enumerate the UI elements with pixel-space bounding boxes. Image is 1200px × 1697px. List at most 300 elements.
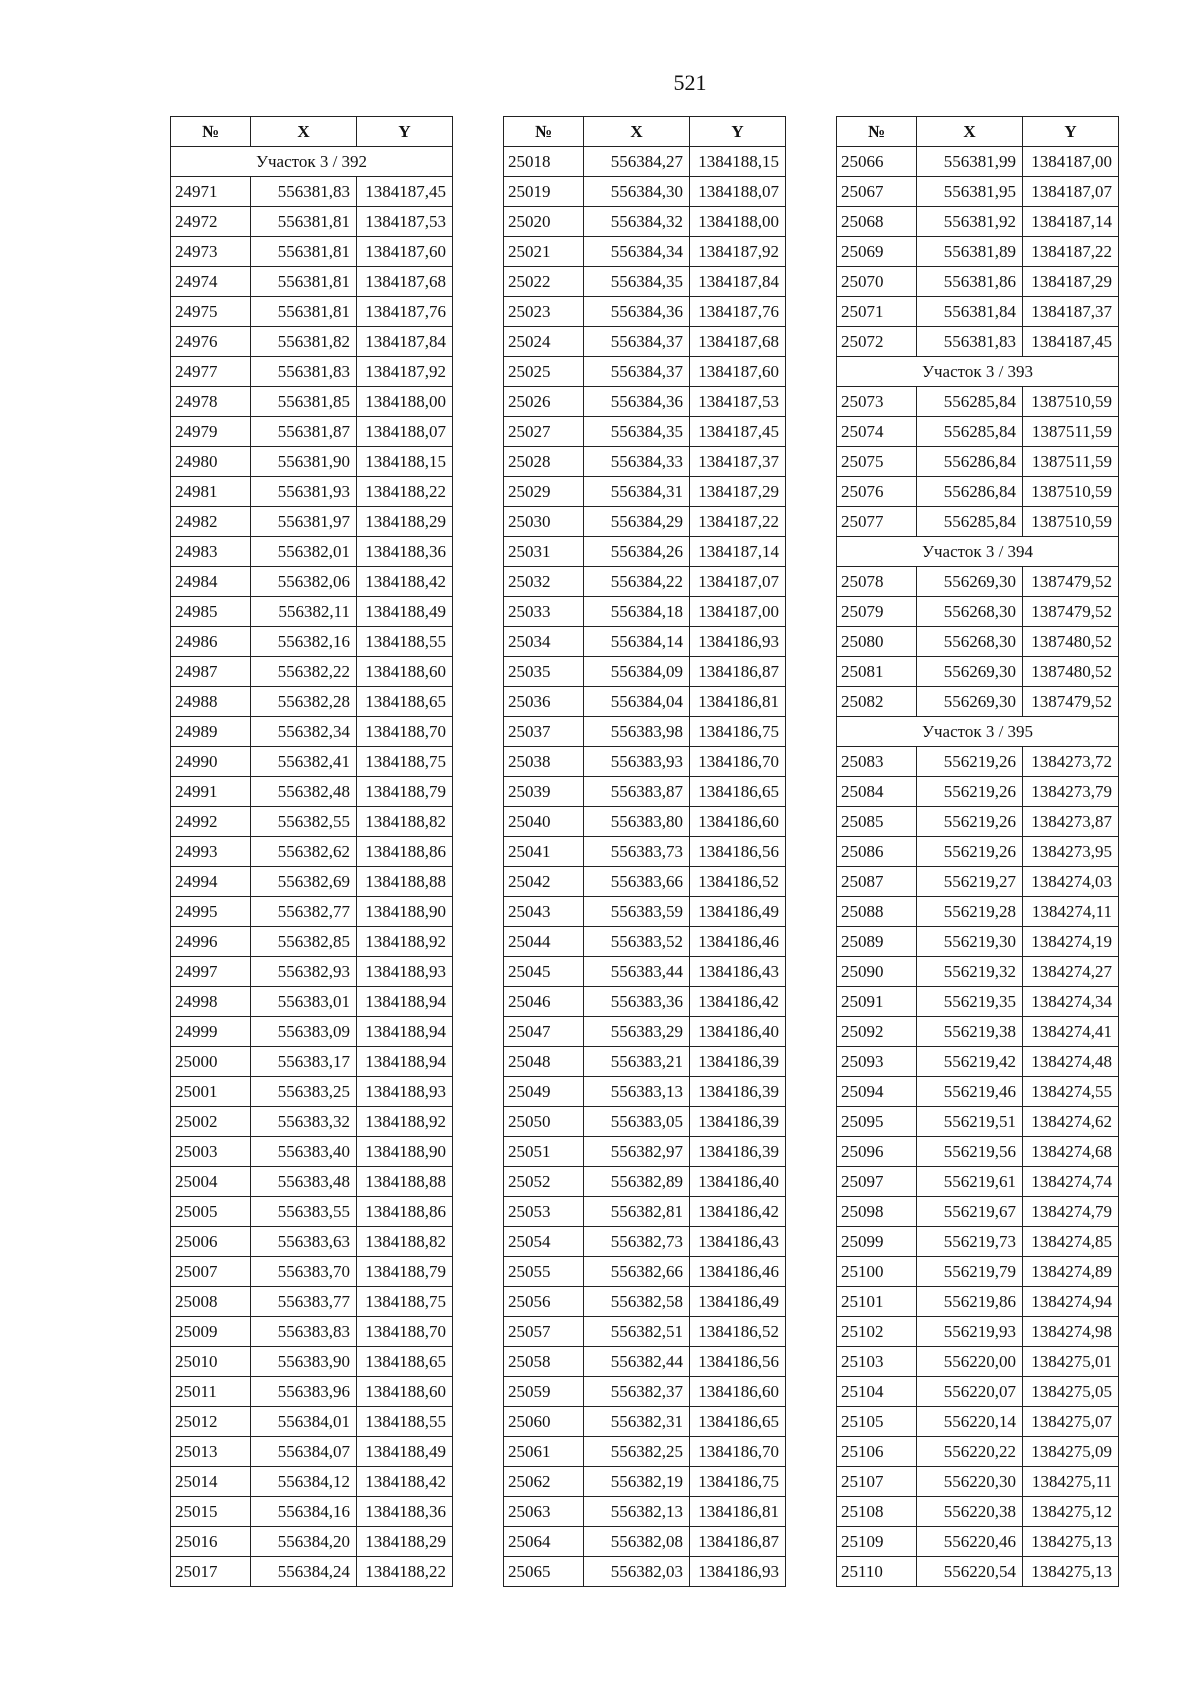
- y-coordinate-cell: 1384188,60: [357, 1377, 453, 1407]
- table-row: [504, 1407, 786, 1437]
- y-coordinate-cell: 1384187,00: [690, 597, 786, 627]
- point-number-cell: 24972: [171, 207, 251, 237]
- table-row: [171, 747, 453, 777]
- point-number-cell: 25088: [837, 897, 917, 927]
- table-row: [504, 1527, 786, 1557]
- point-number-cell: 25077: [837, 507, 917, 537]
- point-number-cell: 25012: [171, 1407, 251, 1437]
- y-coordinate-cell: 1384188,88: [357, 1167, 453, 1197]
- x-coordinate-cell: 556382,58: [584, 1287, 690, 1317]
- point-number-cell: 24980: [171, 447, 251, 477]
- point-number-cell: 25042: [504, 867, 584, 897]
- y-coordinate-cell: 1384186,39: [690, 1137, 786, 1167]
- x-coordinate-cell: 556384,34: [584, 237, 690, 267]
- table-row: [171, 1377, 453, 1407]
- x-coordinate-cell: 556382,06: [251, 567, 357, 597]
- y-coordinate-cell: 1384186,75: [690, 1467, 786, 1497]
- y-coordinate-cell: 1384188,22: [357, 477, 453, 507]
- y-coordinate-cell: 1384187,45: [690, 417, 786, 447]
- y-coordinate-cell: 1384187,84: [690, 267, 786, 297]
- table-row: [171, 1287, 453, 1317]
- table-row: [171, 717, 453, 747]
- point-number-cell: 25106: [837, 1437, 917, 1467]
- point-number-cell: 25056: [504, 1287, 584, 1317]
- table-row: [504, 1077, 786, 1107]
- table-row: [837, 417, 1119, 447]
- point-number-cell: 25080: [837, 627, 917, 657]
- y-coordinate-cell: 1384188,90: [357, 1137, 453, 1167]
- x-coordinate-cell: 556384,32: [584, 207, 690, 237]
- y-coordinate-cell: 1384187,60: [357, 237, 453, 267]
- point-number-cell: 25107: [837, 1467, 917, 1497]
- table-row: [171, 237, 453, 267]
- x-coordinate-cell: 556381,85: [251, 387, 357, 417]
- y-coordinate-cell: 1384186,43: [690, 957, 786, 987]
- y-coordinate-cell: 1384188,70: [357, 1317, 453, 1347]
- y-coordinate-cell: 1384188,94: [357, 987, 453, 1017]
- y-coordinate-cell: 1384187,68: [357, 267, 453, 297]
- table-row: [171, 837, 453, 867]
- x-coordinate-cell: 556383,13: [584, 1077, 690, 1107]
- y-coordinate-cell: 1384274,74: [1023, 1167, 1119, 1197]
- table-row: [171, 1497, 453, 1527]
- point-number-cell: 25099: [837, 1227, 917, 1257]
- table-row: [837, 807, 1119, 837]
- y-coordinate-cell: 1384188,93: [357, 957, 453, 987]
- point-number-cell: 25044: [504, 927, 584, 957]
- point-number-cell: 25066: [837, 147, 917, 177]
- table-row: [171, 1557, 453, 1587]
- point-number-cell: 25018: [504, 147, 584, 177]
- y-coordinate-cell: 1384188,00: [357, 387, 453, 417]
- table-row: [837, 747, 1119, 777]
- point-number-cell: 24990: [171, 747, 251, 777]
- table-row: [171, 357, 453, 387]
- table-row: [504, 147, 786, 177]
- table-row: [504, 1227, 786, 1257]
- table-row: [837, 177, 1119, 207]
- y-coordinate-cell: 1384188,94: [357, 1047, 453, 1077]
- x-coordinate-cell: 556382,85: [251, 927, 357, 957]
- table-row: [504, 957, 786, 987]
- table-row: [504, 1137, 786, 1167]
- y-coordinate-cell: 1384187,76: [690, 297, 786, 327]
- y-coordinate-cell: 1384275,09: [1023, 1437, 1119, 1467]
- x-coordinate-cell: 556382,48: [251, 777, 357, 807]
- point-number-cell: 25030: [504, 507, 584, 537]
- table-row: [504, 417, 786, 447]
- x-coordinate-cell: 556219,86: [917, 1287, 1023, 1317]
- table-row: [837, 1437, 1119, 1467]
- table-row: [504, 1317, 786, 1347]
- x-coordinate-cell: 556382,01: [251, 537, 357, 567]
- table-row: [837, 1407, 1119, 1437]
- point-number-cell: 25028: [504, 447, 584, 477]
- point-number-cell: 25075: [837, 447, 917, 477]
- y-coordinate-cell: 1384187,14: [1023, 207, 1119, 237]
- x-coordinate-cell: 556286,84: [917, 477, 1023, 507]
- point-number-cell: 24995: [171, 897, 251, 927]
- x-coordinate-cell: 556381,82: [251, 327, 357, 357]
- y-coordinate-cell: 1384188,75: [357, 747, 453, 777]
- table-row: [171, 1107, 453, 1137]
- point-number-cell: 25025: [504, 357, 584, 387]
- table-header-row: [171, 117, 453, 147]
- point-number-cell: 25017: [171, 1557, 251, 1587]
- x-coordinate-cell: 556383,93: [584, 747, 690, 777]
- x-coordinate-cell: 556384,37: [584, 327, 690, 357]
- y-coordinate-cell: 1384188,55: [357, 627, 453, 657]
- point-number-cell: 25076: [837, 477, 917, 507]
- point-number-cell: 25068: [837, 207, 917, 237]
- y-coordinate-cell: 1384188,92: [357, 927, 453, 957]
- x-coordinate-cell: 556384,18: [584, 597, 690, 627]
- table-row: [171, 807, 453, 837]
- x-coordinate-cell: 556381,83: [251, 177, 357, 207]
- point-number-cell: 25105: [837, 1407, 917, 1437]
- y-coordinate-cell: 1384188,86: [357, 837, 453, 867]
- table-row: [171, 417, 453, 447]
- y-coordinate-cell: 1384187,37: [1023, 297, 1119, 327]
- x-coordinate-cell: 556381,92: [917, 207, 1023, 237]
- point-number-cell: 25064: [504, 1527, 584, 1557]
- point-number-cell: 25048: [504, 1047, 584, 1077]
- table-row: [837, 447, 1119, 477]
- point-number-cell: 25101: [837, 1287, 917, 1317]
- x-coordinate-cell: 556384,35: [584, 267, 690, 297]
- point-number-cell: 25009: [171, 1317, 251, 1347]
- y-coordinate-cell: 1384275,13: [1023, 1527, 1119, 1557]
- table-row: [504, 327, 786, 357]
- table-row: [837, 1287, 1119, 1317]
- point-number-cell: 25092: [837, 1017, 917, 1047]
- table-row: [504, 1107, 786, 1137]
- y-coordinate-cell: 1384188,42: [357, 567, 453, 597]
- x-coordinate-cell: 556285,84: [917, 387, 1023, 417]
- y-coordinate-cell: 1384187,14: [690, 537, 786, 567]
- x-coordinate-cell: 556384,29: [584, 507, 690, 537]
- y-coordinate-cell: 1384188,70: [357, 717, 453, 747]
- table-row: [171, 1317, 453, 1347]
- point-number-cell: 25100: [837, 1257, 917, 1287]
- point-number-cell: 24996: [171, 927, 251, 957]
- table-row: [504, 1497, 786, 1527]
- point-number-cell: 25069: [837, 237, 917, 267]
- point-number-cell: 24988: [171, 687, 251, 717]
- point-number-cell: 24983: [171, 537, 251, 567]
- x-coordinate-cell: 556219,67: [917, 1197, 1023, 1227]
- table-row: [837, 1077, 1119, 1107]
- x-coordinate-cell: 556219,28: [917, 897, 1023, 927]
- y-coordinate-cell: 1384188,60: [357, 657, 453, 687]
- x-coordinate-cell: 556384,31: [584, 477, 690, 507]
- y-coordinate-cell: 1387510,59: [1023, 477, 1119, 507]
- y-coordinate-cell: 1384275,13: [1023, 1557, 1119, 1587]
- table-row: [504, 177, 786, 207]
- point-number-cell: 24971: [171, 177, 251, 207]
- point-number-cell: 25086: [837, 837, 917, 867]
- table-row: [171, 1467, 453, 1497]
- point-number-cell: 25015: [171, 1497, 251, 1527]
- y-coordinate-cell: 1384188,49: [357, 1437, 453, 1467]
- y-coordinate-cell: 1384186,40: [690, 1167, 786, 1197]
- x-coordinate-cell: 556219,73: [917, 1227, 1023, 1257]
- y-coordinate-cell: 1384187,84: [357, 327, 453, 357]
- table-row: [171, 1227, 453, 1257]
- point-number-cell: 25085: [837, 807, 917, 837]
- table-row: [171, 1077, 453, 1107]
- y-coordinate-cell: 1387480,52: [1023, 627, 1119, 657]
- point-number-cell: 24977: [171, 357, 251, 387]
- point-number-cell: 25070: [837, 267, 917, 297]
- table-row: [504, 477, 786, 507]
- point-number-cell: 25038: [504, 747, 584, 777]
- y-coordinate-cell: 1384186,81: [690, 687, 786, 717]
- table-row: [837, 1017, 1119, 1047]
- y-coordinate-cell: 1384187,29: [1023, 267, 1119, 297]
- point-number-cell: 25094: [837, 1077, 917, 1107]
- y-coordinate-cell: 1384187,60: [690, 357, 786, 387]
- x-coordinate-cell: 556382,28: [251, 687, 357, 717]
- point-number-cell: 25022: [504, 267, 584, 297]
- point-number-cell: 25054: [504, 1227, 584, 1257]
- point-number-cell: 25001: [171, 1077, 251, 1107]
- point-number-cell: 25065: [504, 1557, 584, 1587]
- point-number-cell: 25050: [504, 1107, 584, 1137]
- table-body: [837, 147, 1119, 1587]
- y-coordinate-cell: 1384274,03: [1023, 867, 1119, 897]
- table-row: [171, 1347, 453, 1377]
- y-coordinate-cell: 1387511,59: [1023, 417, 1119, 447]
- x-coordinate-cell: 556381,86: [917, 267, 1023, 297]
- point-number-cell: 25024: [504, 327, 584, 357]
- y-coordinate-cell: 1384188,79: [357, 777, 453, 807]
- point-number-cell: 24975: [171, 297, 251, 327]
- y-coordinate-cell: 1384186,52: [690, 867, 786, 897]
- section-row: [837, 717, 1119, 747]
- point-number-cell: 25110: [837, 1557, 917, 1587]
- x-coordinate-cell: 556383,32: [251, 1107, 357, 1137]
- table-row: [504, 1287, 786, 1317]
- y-coordinate-cell: 1384188,07: [357, 417, 453, 447]
- table-row: [504, 1017, 786, 1047]
- section-title: Участок 3 / 392: [171, 147, 453, 177]
- table-row: [837, 1557, 1119, 1587]
- point-number-cell: 25083: [837, 747, 917, 777]
- table-row: [504, 597, 786, 627]
- y-coordinate-cell: 1384186,52: [690, 1317, 786, 1347]
- point-number-cell: 24987: [171, 657, 251, 687]
- x-coordinate-cell: 556384,36: [584, 387, 690, 417]
- y-coordinate-cell: 1384186,42: [690, 987, 786, 1017]
- table-row: [837, 777, 1119, 807]
- y-coordinate-cell: 1384188,29: [357, 507, 453, 537]
- table-row: [171, 1257, 453, 1287]
- point-number-cell: 25058: [504, 1347, 584, 1377]
- x-coordinate-cell: 556383,40: [251, 1137, 357, 1167]
- x-coordinate-cell: 556381,97: [251, 507, 357, 537]
- table-row: [504, 1467, 786, 1497]
- table-row: [171, 507, 453, 537]
- table-row: [837, 927, 1119, 957]
- table-row: [171, 567, 453, 597]
- point-number-cell: 25096: [837, 1137, 917, 1167]
- point-number-cell: 24998: [171, 987, 251, 1017]
- x-coordinate-cell: 556384,16: [251, 1497, 357, 1527]
- y-coordinate-cell: 1387511,59: [1023, 447, 1119, 477]
- table-row: [171, 1527, 453, 1557]
- section-title: Участок 3 / 395: [837, 717, 1119, 747]
- table-row: [837, 237, 1119, 267]
- x-coordinate-cell: 556383,83: [251, 1317, 357, 1347]
- x-coordinate-cell: 556381,87: [251, 417, 357, 447]
- y-coordinate-cell: 1384275,05: [1023, 1377, 1119, 1407]
- table-row: [837, 1137, 1119, 1167]
- x-coordinate-cell: 556269,30: [917, 567, 1023, 597]
- point-number-cell: 25013: [171, 1437, 251, 1467]
- point-number-cell: 24997: [171, 957, 251, 987]
- table-row: [504, 717, 786, 747]
- point-number-cell: 25057: [504, 1317, 584, 1347]
- coordinates-table-2: [503, 116, 786, 1587]
- y-coordinate-cell: 1384188,82: [357, 807, 453, 837]
- point-number-cell: 25081: [837, 657, 917, 687]
- x-coordinate-cell: 556381,83: [917, 327, 1023, 357]
- x-coordinate-cell: 556382,97: [584, 1137, 690, 1167]
- table-row: [837, 267, 1119, 297]
- y-coordinate-cell: 1384188,36: [357, 537, 453, 567]
- x-coordinate-cell: 556384,12: [251, 1467, 357, 1497]
- x-coordinate-cell: 556383,66: [584, 867, 690, 897]
- x-coordinate-cell: 556383,09: [251, 1017, 357, 1047]
- point-number-cell: 24979: [171, 417, 251, 447]
- table-row: [171, 1407, 453, 1437]
- y-coordinate-cell: 1384273,87: [1023, 807, 1119, 837]
- header-y: Y: [1023, 117, 1119, 147]
- point-number-cell: 24973: [171, 237, 251, 267]
- point-number-cell: 25040: [504, 807, 584, 837]
- y-coordinate-cell: 1384186,70: [690, 747, 786, 777]
- x-coordinate-cell: 556285,84: [917, 507, 1023, 537]
- y-coordinate-cell: 1384274,85: [1023, 1227, 1119, 1257]
- point-number-cell: 25000: [171, 1047, 251, 1077]
- table-row: [837, 1167, 1119, 1197]
- y-coordinate-cell: 1384188,75: [357, 1287, 453, 1317]
- point-number-cell: 25052: [504, 1167, 584, 1197]
- y-coordinate-cell: 1384186,56: [690, 837, 786, 867]
- table-row: [504, 207, 786, 237]
- table-row: [504, 1347, 786, 1377]
- x-coordinate-cell: 556220,46: [917, 1527, 1023, 1557]
- table-row: [504, 777, 786, 807]
- x-coordinate-cell: 556220,22: [917, 1437, 1023, 1467]
- point-number-cell: 25090: [837, 957, 917, 987]
- x-coordinate-cell: 556383,17: [251, 1047, 357, 1077]
- table-row: [171, 597, 453, 627]
- y-coordinate-cell: 1384186,42: [690, 1197, 786, 1227]
- table-row: [504, 837, 786, 867]
- y-coordinate-cell: 1384187,22: [690, 507, 786, 537]
- x-coordinate-cell: 556220,30: [917, 1467, 1023, 1497]
- point-number-cell: 25041: [504, 837, 584, 867]
- y-coordinate-cell: 1384274,11: [1023, 897, 1119, 927]
- y-coordinate-cell: 1384274,41: [1023, 1017, 1119, 1047]
- table-row: [504, 357, 786, 387]
- y-coordinate-cell: 1384188,94: [357, 1017, 453, 1047]
- y-coordinate-cell: 1384188,55: [357, 1407, 453, 1437]
- x-coordinate-cell: 556382,51: [584, 1317, 690, 1347]
- table-row: [504, 1167, 786, 1197]
- table-row: [504, 567, 786, 597]
- point-number-cell: 24982: [171, 507, 251, 537]
- y-coordinate-cell: 1384186,43: [690, 1227, 786, 1257]
- x-coordinate-cell: 556383,80: [584, 807, 690, 837]
- x-coordinate-cell: 556384,14: [584, 627, 690, 657]
- point-number-cell: 25073: [837, 387, 917, 417]
- x-coordinate-cell: 556383,73: [584, 837, 690, 867]
- x-coordinate-cell: 556383,59: [584, 897, 690, 927]
- table-row: [171, 207, 453, 237]
- y-coordinate-cell: 1384188,49: [357, 597, 453, 627]
- table-row: [837, 627, 1119, 657]
- x-coordinate-cell: 556382,22: [251, 657, 357, 687]
- table-row: [837, 387, 1119, 417]
- table-row: [504, 267, 786, 297]
- point-number-cell: 25089: [837, 927, 917, 957]
- x-coordinate-cell: 556382,37: [584, 1377, 690, 1407]
- header-y: Y: [357, 117, 453, 147]
- x-coordinate-cell: 556382,11: [251, 597, 357, 627]
- y-coordinate-cell: 1387479,52: [1023, 567, 1119, 597]
- table-row: [504, 807, 786, 837]
- y-coordinate-cell: 1384274,79: [1023, 1197, 1119, 1227]
- table-row: [837, 1107, 1119, 1137]
- point-number-cell: 24992: [171, 807, 251, 837]
- x-coordinate-cell: 556285,84: [917, 417, 1023, 447]
- y-coordinate-cell: 1384186,65: [690, 1407, 786, 1437]
- point-number-cell: 25091: [837, 987, 917, 1017]
- x-coordinate-cell: 556382,13: [584, 1497, 690, 1527]
- table-row: [504, 897, 786, 927]
- point-number-cell: 25104: [837, 1377, 917, 1407]
- x-coordinate-cell: 556382,66: [584, 1257, 690, 1287]
- x-coordinate-cell: 556383,36: [584, 987, 690, 1017]
- table-row: [837, 567, 1119, 597]
- point-number-cell: 25062: [504, 1467, 584, 1497]
- x-coordinate-cell: 556219,79: [917, 1257, 1023, 1287]
- x-coordinate-cell: 556269,30: [917, 657, 1023, 687]
- point-number-cell: 24986: [171, 627, 251, 657]
- y-coordinate-cell: 1384187,76: [357, 297, 453, 327]
- x-coordinate-cell: 556381,81: [251, 237, 357, 267]
- x-coordinate-cell: 556384,30: [584, 177, 690, 207]
- point-number-cell: 24991: [171, 777, 251, 807]
- table-row: [171, 1167, 453, 1197]
- x-coordinate-cell: 556219,27: [917, 867, 1023, 897]
- point-number-cell: 25051: [504, 1137, 584, 1167]
- table-row: [504, 747, 786, 777]
- x-coordinate-cell: 556382,77: [251, 897, 357, 927]
- point-number-cell: 25019: [504, 177, 584, 207]
- x-coordinate-cell: 556382,62: [251, 837, 357, 867]
- table-row: [171, 777, 453, 807]
- x-coordinate-cell: 556383,29: [584, 1017, 690, 1047]
- y-coordinate-cell: 1384274,48: [1023, 1047, 1119, 1077]
- point-number-cell: 24993: [171, 837, 251, 867]
- table-row: [504, 237, 786, 267]
- point-number-cell: 25103: [837, 1347, 917, 1377]
- point-number-cell: 25005: [171, 1197, 251, 1227]
